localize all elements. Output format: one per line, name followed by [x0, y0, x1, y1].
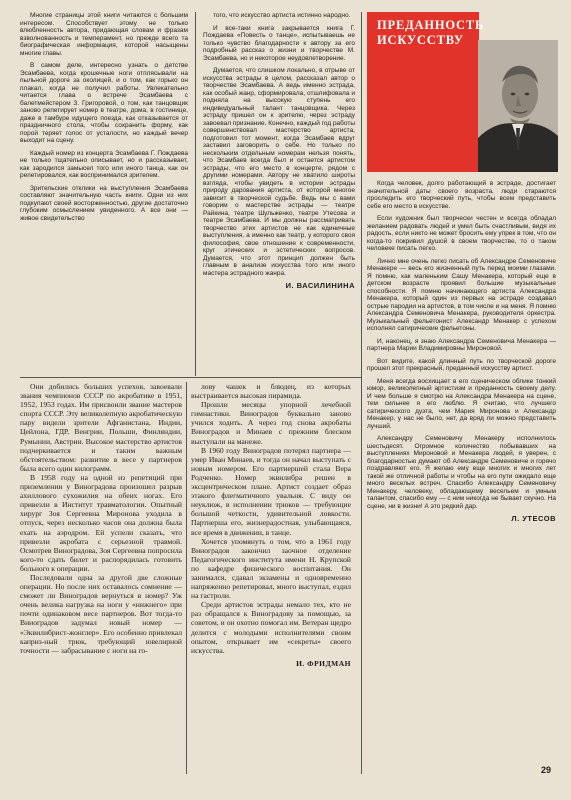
- paragraph: В 1960 году Виноградов потерял партнера — умер Иван Минаев, и тогда он начал выступать с новым номером. Его партнершей стала Вера Родченко. Номер эквилибра решен в эксцентрическом плане. Артист создает образ этакого флегматичного увальня. С виду он неуклюж, в исполнении трюков — требующие большой четкости, удивительной ловкости. Партнерша его, жизнерадостная, улыбающаяся, все время в движении, в танце.: [191, 445, 351, 537]
- paragraph: Когда человек, долго работающий в эстраде, достигает значительной даты своего возраста, люди стараются проследить его творческий путь, чтобы всем представить себе его место в искусстве.: [367, 180, 556, 210]
- column-divider: [361, 12, 362, 774]
- paragraph: В 1958 году на одной из репетиций при приземлении у Виноградова произошел разрыв ахиллового сухожилия на обеих ногах. Его привезли в Институт травматологии. Опытный хирург Зоя Сергеевна Миронова уходила в отпуск, через несколько часов она должна была ехать на аэродром. Ей успели сказать, что привезли акробата с серьезной травмой. Осмотрев Виноградова, Зоя Сергеевна попросила кого-то сдать билет и распорядилась готовить больного к операции.: [20, 472, 182, 573]
- paragraph: Среди артистов эстрады немало тех, кто не раз обращался к Виноградову за помощью, за советом, и он охотно помогал им. Ветеран щедро делится с молодыми исполнителями своим опытом, открывает им «секреты» своего искусства.: [191, 600, 351, 655]
- signature-utesov: Л. УТЕСОВ: [511, 514, 556, 523]
- paragraph: Вот видите, какой длинный путь по творческой дороге прошел этот прекрасный, преданный искусству артист.: [367, 357, 556, 372]
- paragraph: Прошли месяцы упорной лечебной гимнастики. Виноградов буквально заново учился ходить. А через год снова акробаты Виноградов и Минаев с прежним блеском выступали на манеже.: [191, 400, 351, 446]
- article-utesov-column: [367, 180, 556, 740]
- article-fridman-continuation: [191, 382, 351, 774]
- paragraph: Каждый номер из концерта Эсамбаева Г. Пождаева не только тщательно описывает, но и рассказывает, как зародился замысел того или иного танца, как он репетировался, как воспринимался зрителем.: [20, 149, 188, 179]
- paragraph: лову чашек и блюдец, из которых выстраивается высокая пирамида.: [191, 382, 351, 401]
- paragraph: Лично мне очень легко писать об Александре Семеновиче Менакере — весь его жизненный путь перед моими глазами. Я помню, как маленьким Сашу Менакера, который еще в детском возрасте проявил большие музыкальные способности. Я помню начинающего артиста Александра Менакера, который один из первых на эстраде создавал острые пародии на артистов, в том числе и на меня. Я помню Александра Семеновича Менакера, руководителя оркестра. Музыкальный фельетонист Александр Менакер с успехом исполнял сатирические фельетоны.: [367, 257, 556, 332]
- paragraph: Александру Семеновичу Менакеру исполнилось шестьдесят. Огромное количество побывавших на выступлениях Мироновой и Менакера людей, я уверен, с благодарностью думают об Александре Семеновиче и горячо поздравляют его. Я желаю ему еще многих и многих лет такой же отличной работы и чтобы на его пути ожидало еще много веселых встреч. Спасибо Александру Семеновичу Менакеру, человеку, обладающему весельем и умным талантом, спасибо ему — с ним никогда не бывает скучно. На сцене, ни в жизни! А это редкий дар.: [367, 435, 556, 510]
- column-divider: [195, 12, 196, 376]
- portrait-photo: [478, 40, 558, 172]
- paragraph: И, наконец, я знаю Александра Семеновича Менакера — партнера Марии Владимировны Мироновой.: [367, 337, 556, 352]
- paragraph: Меня всегда восхищает в его сценическом облике тонкий юмор, великолепный артистизм и преданность своему делу. И чем больше я смотрю на Александра Менакера на сцене, тем сильнее я его люблю. Я считаю, что лучшего сатирического дуэта, чем Мария Миронова и Александр Менакер, у нас не было, нет, да вряд ли можно представить лучший.: [367, 377, 556, 430]
- headline-box: [367, 12, 485, 172]
- paragraph: Последовали одна за другой две сложные операции. Но после них оставалось сомнение — сможет ли Виноградов вернуться в номер? Уж очень велика нагрузка на ноги у «нижнего» при почти одинаковом весе партнеров. Вот тогда-то Виноградов задумал новый номер — «Эквилибрист-жонглер». Его особенно привлекал каприз-ный трюк, требующий ювелирной точности — забрасывание с ноги на го-: [20, 572, 182, 655]
- paragraph: Они добились больших успехов, завоевали звания чемпионов СССР по акробатике в 1951, 1952, 1953 годах. Им присвоили звание мастеров спорта СССР. Эту великолепную акробатическую пару видели зрители Афганистана, Индии, Цейлона, ГДР, Венгрии, Польши, Финляндии, Румынии, Австрии. Высокое мастерство артистов подчеркивается и таким важным обстоятельством: развитие в весе у партнеров была всего один килограмм.: [20, 382, 182, 473]
- headline: ПРЕДАННОСТЬ ИСКУССТВУ: [377, 18, 485, 47]
- paragraph: того, что искусство артиста истинно народно.: [213, 12, 351, 19]
- signature-vasilinina: И. ВАСИЛИНИНА: [285, 281, 355, 290]
- paragraph: Многие страницы этой книги читаются с большим интересом. Способствует этому не только влюбленность автора, придающая словам и фразам взволнованность и темперамент, но прежде всего та биографическая информация, которой насыщены многие главы.: [20, 12, 188, 57]
- paragraph: И все-таки книга закрывается книга Г. Пождаева «Повесть о танце», испытываешь не только чувство благодарности к автору за его подробный рассказ о жизни и творчестве М. Эсамбаева, но и некоторое неудовлетворение.: [203, 24, 355, 62]
- page-number: 29: [541, 765, 552, 775]
- article-vasilinina-column: [20, 12, 188, 367]
- paragraph: Зрительские отклики на выступления Эсамбаева составляют значительную часть книги. Одни из них подкупают своей восторженностью, другие достаточно глубоким осмыслением увиденного. А все они — живое свидетельство: [20, 184, 188, 222]
- article-vasilinina-continuation: [203, 12, 355, 376]
- paragraph: Если художник был творчески честен и всегда обладал желанием радовать людей и умел быть счастливым, видя их радость, если никто не может бросить ему упрек в том, что он когда-то покривил душой в своем творчестве, то о таком человеке писать легко.: [367, 215, 556, 252]
- signature-fridman: И. ФРИДМАН: [296, 658, 351, 668]
- article-fridman-column: [20, 382, 182, 774]
- column-divider: [186, 382, 187, 774]
- paragraph: В самом деле, интересно узнать о детстве Эсамбаева, когда крошечные ноги отплясывали на пыльной дороге за околицей, и о том, как горько он плакал, когда не получил работы. Увлекательно читается глава о встрече Эсамбаева с балетмейстером З. Григоровой, о том, как танцовщик заново репетирует номер в театре, дома, в гостинице, даже в тамбуре идущего поезда, как отказывается от праздничного стола, чтобы сохранить форму, как порой теряет голос от усталости, но каждый вечер выходит на сцену.: [20, 62, 188, 144]
- section-divider: [20, 377, 361, 378]
- paragraph: Хочется упомянуть о том, что в 1961 году Виноградов закончил заочное отделение Педагогического института имени Н. Крупской по кафедре физического воспитания. Он занимался, сдавал экзамены и одновременно напряженно репетировал, много выступал, ездил на гастроли.: [191, 536, 351, 601]
- paragraph: Думается, что слишком локально, в отрыве от искусства эстрады в целом, рассказал автор о творчестве Эсамбаева. А ведь именно эстрада, как особый жанр, сформировала, отшлифовала и подняла на высокую ступень его индивидуальный талант танцовщика. Через эстраду пришел он к зрителю, через эстраду завоевал признание. Конечно, каждый год работы совершенствовал мастерство артиста, подготовил тот момент, когда Эсамбаев вдруг заставил заговорить о себе. Но только по нескольким отдельным номерам нельзя понять, что Эсамбаев всегда был и остается артистом эстрады, что его место в концерте, рядом с другими номерами. Автору не хватило широты взгляда, чтобы увидеть в истории эстрады природу дарования артиста, от которой многое зависит в творческой судьбе. Ведь мы с вами говорим о мастерстве эстрады — театре Райкина, театре Шульженко, театре Утесова и театре Эсамбаева. И мы должны рассматривать творчество этих артистов не как единичные выступления, а именно как театр, у которого своя философия, свое отношение к современности, круг этических и эстетических вопросов. Думается, что этот принцип должен быть главным в анализе искусства того или иного мастера эстрадного жанра.: [203, 67, 355, 277]
